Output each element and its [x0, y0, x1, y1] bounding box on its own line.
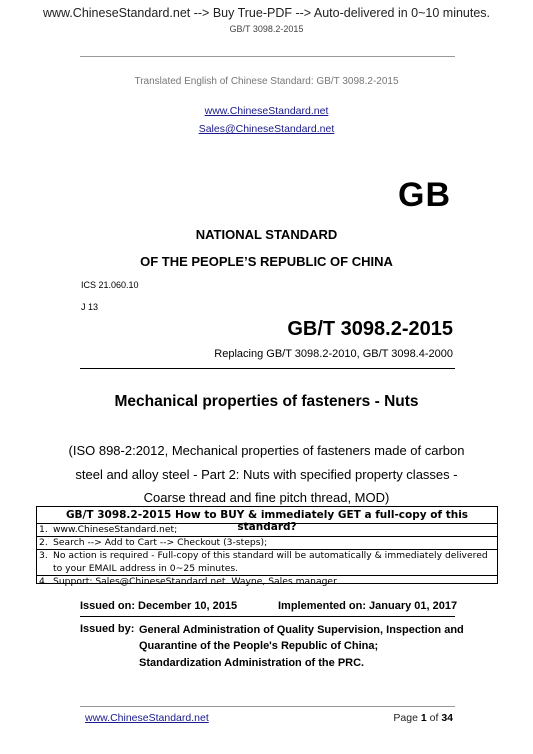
buy-item-text: No action is required - Full-copy of this standard will be automatically & immediately delivered to your EMAIL address in 0~25 minutes. — [53, 550, 488, 574]
iso-line-3: Coarse thread and fine pitch thread, MOD) — [143, 490, 390, 505]
email-link[interactable]: Sales@ChineseStandard.net — [198, 123, 335, 135]
header-standard-code: GB/T 3098.2-2015 — [229, 24, 304, 34]
gb-logo: GB — [398, 176, 451, 214]
iso-line-2: steel and alloy steel - Part 2: Nuts with specified property classes - — [75, 467, 458, 482]
translated-note: Translated English of Chinese Standard: GB/T 3098.2-2015 — [134, 76, 399, 87]
header-divider — [80, 56, 455, 57]
footer-site-link[interactable]: www.ChineseStandard.net — [85, 712, 209, 724]
buy-item — [37, 537, 497, 550]
buy-item-text: Search --> Add to Cart --> Checkout (3-steps); — [53, 537, 268, 549]
iso-line-1: (ISO 898-2:2012, Mechanical properties of fasteners made of carbon — [68, 443, 465, 458]
page-total: 34 — [441, 712, 453, 724]
buy-box-title: GB/T 3098.2-2015 How to BUY & immediately GET a full-copy of this standard? — [37, 507, 497, 524]
j-code: J 13 — [81, 302, 99, 312]
buy-info-box — [36, 506, 498, 587]
buy-item-number: 2. — [39, 537, 48, 549]
standard-number: GB/T 3098.2-2015 — [287, 318, 453, 340]
issued-by-label: Issued by: — [80, 623, 135, 635]
page-number — [393, 712, 453, 724]
buy-item-number: 1. — [39, 524, 48, 535]
prc-heading: OF THE PEOPLE’S REPUBLIC OF CHINA — [140, 254, 393, 269]
replacing-note: Replacing GB/T 3098.2-2010, GB/T 3098.4-2000 — [214, 348, 453, 360]
ics-code: ICS 21.060.10 — [81, 280, 139, 290]
national-standard-heading: NATIONAL STANDARD — [195, 227, 338, 242]
buy-item — [37, 576, 497, 588]
site-link-container — [0, 101, 533, 119]
buy-item-number: 4. — [39, 575, 48, 587]
issued-by-authority: General Administration of Quality Supervision, Inspection and Quarantine of the People's Republic of China; — [139, 624, 464, 652]
issued-by-authority-2: Standardization Administration of the PRC. — [139, 657, 365, 669]
buy-item-text: Support: Sales@ChineseStandard.net. Wayne, Sales manager — [53, 575, 337, 587]
buy-item-text[interactable]: www.ChineseStandard.net; — [53, 524, 178, 535]
page-current: 1 — [420, 712, 427, 724]
main-divider — [80, 368, 455, 369]
buy-item — [37, 550, 497, 575]
site-link[interactable]: www.ChineseStandard.net — [204, 105, 329, 117]
email-link-container — [0, 119, 533, 137]
page-prefix: Page — [393, 712, 421, 724]
issued-on-date: Issued on: December 10, 2015 — [80, 600, 238, 612]
buy-item-number: 3. — [39, 550, 48, 562]
document-title: Mechanical properties of fasteners - Nuts — [114, 393, 419, 410]
footer-divider — [80, 706, 455, 707]
issue-divider — [80, 616, 455, 617]
implemented-on-date: Implemented on: January 01, 2017 — [278, 600, 458, 612]
page-of: of — [426, 712, 442, 724]
top-banner: www.ChineseStandard.net --> Buy True-PDF --> Auto-delivered in 0~10 minutes. — [42, 6, 491, 20]
